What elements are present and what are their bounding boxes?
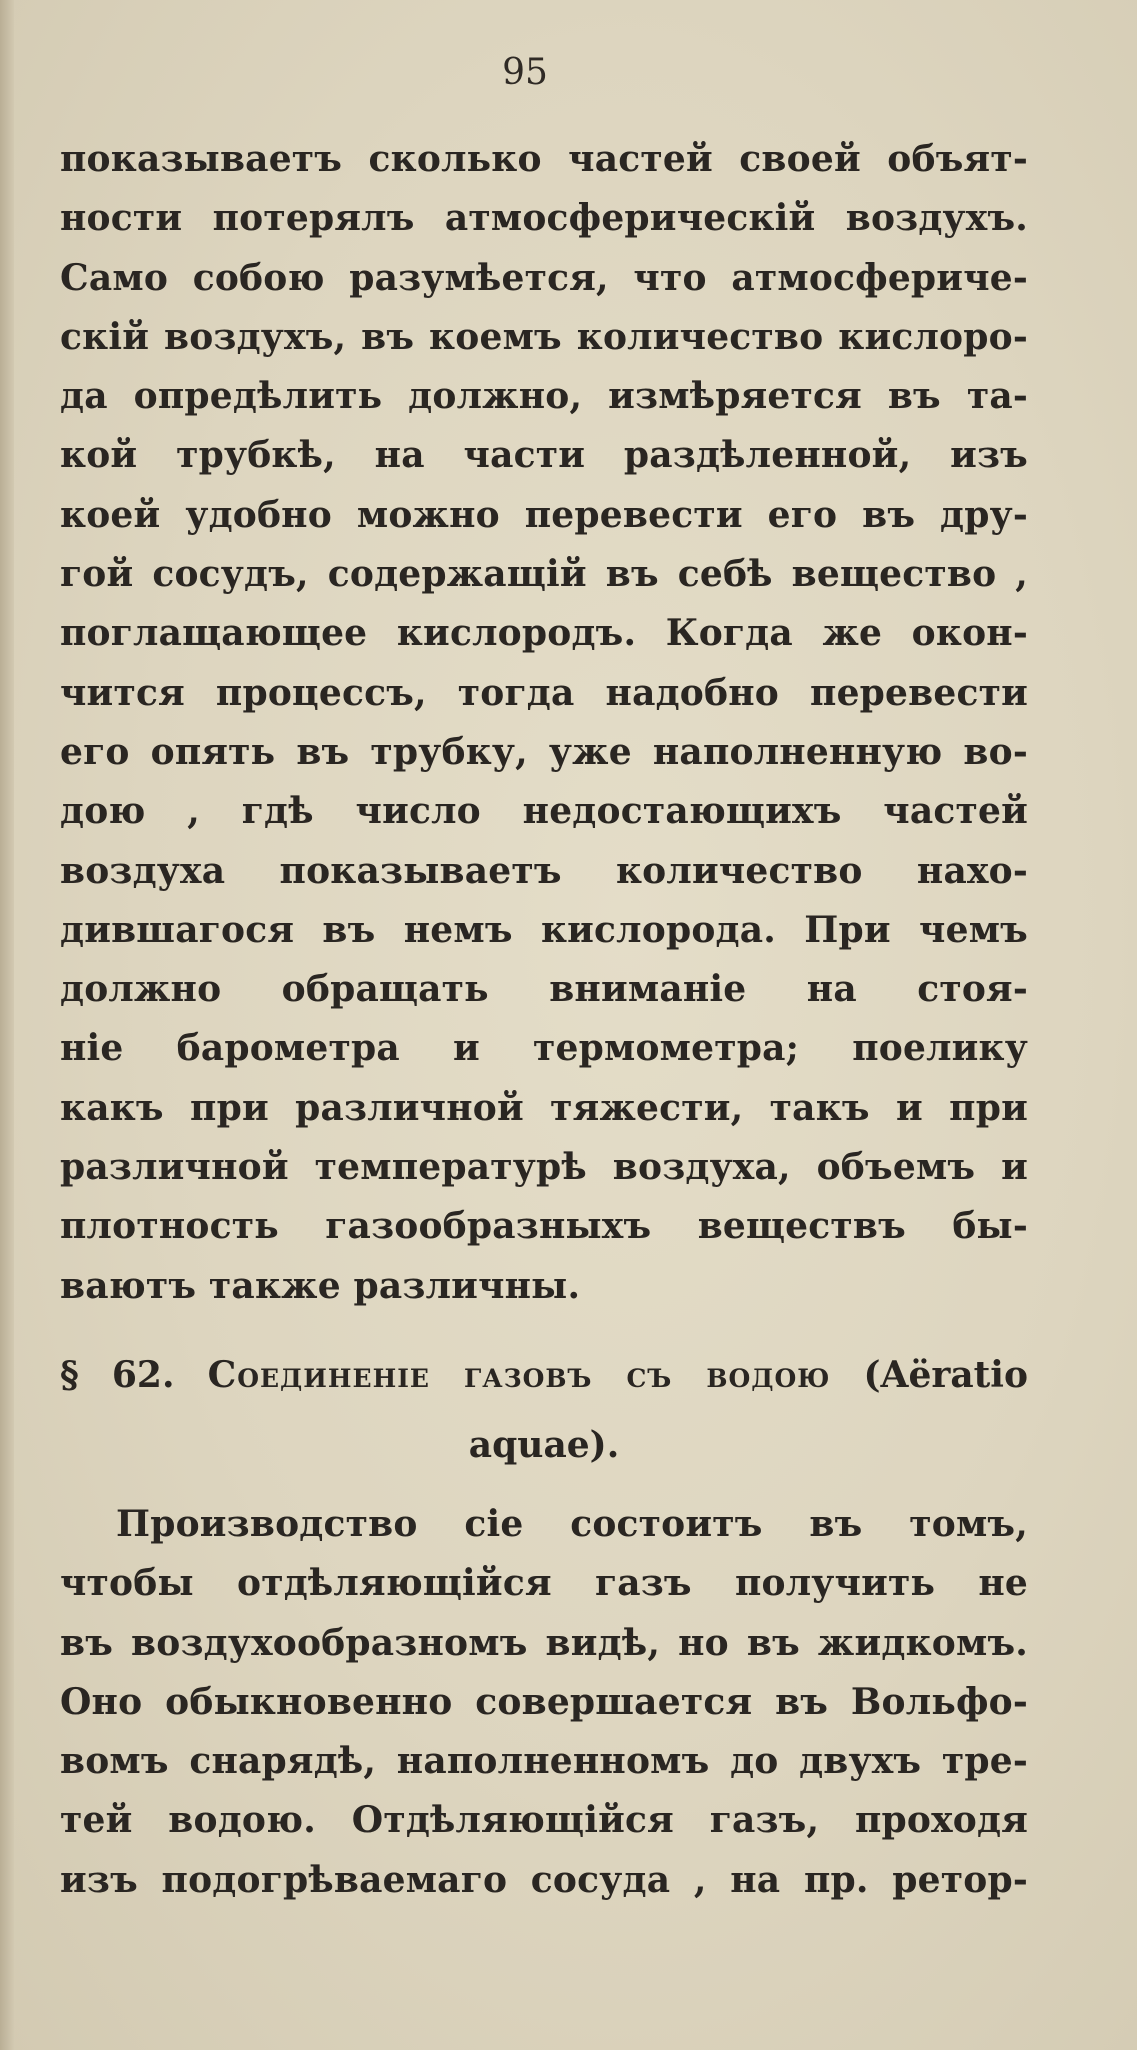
text-line: Оно обыкновенно совершается въ Вольфо- (60, 1680, 1028, 1723)
text-line: Само собою разумѣется, что атмосфериче- (60, 256, 1028, 299)
paragraph-2 (60, 1495, 1028, 1910)
section-heading-line-1 (60, 1340, 1028, 1410)
section-latin-title-continued: aquae). (468, 1424, 620, 1466)
section-latin-title: (Aёratio (863, 1354, 1028, 1396)
paragraph-1 (60, 130, 1028, 1316)
text-line: въ воздухообразномъ видѣ, но въ жидкомъ. (60, 1621, 1028, 1664)
section-title: Соединеніе газовъ съ водою (207, 1354, 831, 1396)
text-line: дою , гдѣ число недостающихъ частей (60, 790, 1028, 833)
text-line: поглащающее кислородъ. Когда же окон- (60, 612, 1028, 655)
text-line: ніе барометра и термометра; поелику (60, 1027, 1028, 1070)
text-line: его опять въ трубку, уже наполненную во- (60, 730, 1028, 773)
text-line: различной температурѣ воздуха, объемъ и (60, 1146, 1028, 1189)
text-line: кой трубкѣ, на части раздѣленной, изъ (60, 434, 1028, 477)
text-line: воздуха показываетъ количество нахо- (60, 849, 1028, 892)
text-line: изъ подогрѣваемаго сосуда , на пр. ретор- (60, 1858, 1028, 1901)
text-line: чится процессъ, тогда надобно перевести (60, 671, 1028, 714)
page-gutter-shadow (0, 0, 14, 2050)
page-number: 95 (502, 52, 548, 93)
text-line: ваютъ также различны. (60, 1264, 581, 1307)
text-line: вомъ снарядѣ, наполненномъ до двухъ тре- (60, 1740, 1028, 1783)
section-heading (60, 1340, 1028, 1480)
text-line: гой сосудъ, содержащій въ себѣ вещество , (60, 553, 1028, 596)
text-line: дившагося въ немъ кислорода. При чемъ (60, 908, 1028, 951)
text-line: тей водою. Отдѣляющійся газъ, проходя (60, 1799, 1028, 1842)
text-line: Производство сіе состоитъ въ томъ, (116, 1503, 1028, 1545)
text-line: какъ при различной тяжести, такъ и при (60, 1086, 1028, 1129)
text-line: да опредѣлить должно, измѣряется въ та- (60, 375, 1028, 418)
text-line: плотность газообразныхъ веществъ бы- (60, 1205, 1028, 1248)
text-line: ности потерялъ атмосферическій воздухъ. (60, 197, 1028, 240)
text-line: чтобы отдѣляющійся газъ получить не (60, 1562, 1028, 1605)
text-line: должно обращать вниманіе на стоя- (60, 968, 1028, 1011)
text-line: коей удобно можно перевести его въ дру- (60, 493, 1028, 536)
section-number: § 62. (60, 1354, 175, 1396)
text-line: показываетъ сколько частей своей объят- (60, 138, 1028, 180)
text-line: скій воздухъ, въ коемъ количество кислоро- (60, 315, 1028, 358)
